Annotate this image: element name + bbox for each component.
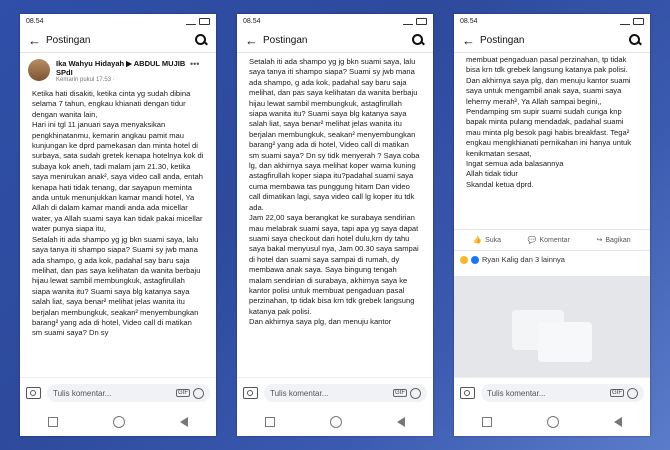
comment-icon: 💬 xyxy=(527,237,537,244)
signal-icon xyxy=(186,18,196,25)
back-arrow-icon[interactable]: ← xyxy=(245,32,258,48)
gif-icon[interactable]: GIF xyxy=(612,390,622,396)
post-author[interactable]: Ika Wahyu Hidayah ▶ ABDUL MUJIB SPdI xyxy=(56,59,186,77)
reactions-summary[interactable] xyxy=(454,251,650,268)
post-text: membuat pengaduan pasal perzinahan, tp tidak bisa krn tdk grebek langsung katanya pak polisi. Dan akhirnya saya plg, dan menuju kantor suami saya untuk mengambil anak saya, suami saya leherny merah², Ya Allah sampai begini,, Pendamping sm supir suami sudah curiga knp bapak minta pulang mendadak, padahal suami mau minta plg besok pagi habis breakfast. Tega² engkau mengkhianati pernikahan ini hanya untuk kenikmatan sesaat, Ingat semua ada balasannya Allah tidak tidur Skandal ketua dprd. xyxy=(466,55,632,189)
app-bar xyxy=(237,28,433,53)
gif-icon[interactable]: GIF xyxy=(178,390,188,396)
app-bar xyxy=(20,28,216,53)
status-bar xyxy=(454,14,650,28)
comment-placeholder: Tulis komentar... xyxy=(487,388,546,398)
share-icon: ↪ xyxy=(596,237,603,244)
comment-composer xyxy=(237,377,433,408)
page-title: Postingan xyxy=(263,34,308,46)
recent-apps-icon[interactable] xyxy=(48,417,58,427)
emoji-icon[interactable] xyxy=(627,388,638,399)
battery-icon xyxy=(416,18,427,25)
avatar[interactable] xyxy=(28,59,50,81)
more-options-icon[interactable]: ••• xyxy=(190,59,200,69)
emoji-icon[interactable] xyxy=(410,388,421,399)
post-text: Setalah iti ada shampo yg jg bkn suami saya, lalu saya tanya iti shampo siapa? Suami sy jwb mana ada shampo, g ada kok, padahal say baru saja melihat, dan pas saya kelihatan da wanita berbaju hijau lewat sambil membungkuk, astagfirullah siapa wanita itu? Suami saya blg katanya saya salah liat, saya benar² melihat jelas wanita itu berjalan membungkuk, seakan² menyembungkan barang² yang ada di hotel, Video call di matikan sm suami saya? Dn sy tidk menyerah ? Saya coba lg, dan akhirnya saya melihat koper warna kuning astagfirullah koper siapa itu?padahal suami saya cuma membawa tas punggung hitam Dan video call dimatikan lagi, saya video call lg koper itu tdk ada. Jam 22,00 saya berangkat ke surabaya sendirian mau melabrak suami saya, tapi apa yg saya dapat suami saya checkout dari hotel dulu,krn dy tahu saya bakal menyusul nya, Jam 00.30 saya sampai di hotel dan suami saya sampai di rumah, dy membawa anak saya. Saya bingung tengah malam sendirian di surabaya, akhirnya saya ke kantor polisi untuk membuat pengaduan pasal perzinahan, tp tidak bisa krn tdk grebek langsung katanya pak polisi. Dan akhirnya saya plg, dan menuju kantor xyxy=(249,57,420,327)
camera-icon[interactable] xyxy=(243,387,258,399)
system-nav-bar xyxy=(454,408,650,436)
post-header xyxy=(20,53,216,87)
phone-screen-1 xyxy=(20,14,216,436)
thumbs-up-icon: 👍 xyxy=(473,237,483,244)
reactions-text: Ryan Kalig dan 3 lainnya xyxy=(482,255,565,264)
comment-placeholder: Tulis komentar... xyxy=(53,388,112,398)
gif-icon[interactable]: GIF xyxy=(395,390,405,396)
empty-comments-icon xyxy=(512,304,592,364)
comment-input[interactable] xyxy=(481,384,644,402)
status-time: 08.54 xyxy=(26,17,44,25)
system-back-icon[interactable] xyxy=(180,417,188,427)
comment-input[interactable] xyxy=(47,384,210,402)
battery-icon xyxy=(199,18,210,25)
comment-button[interactable]: 💬 Komentar xyxy=(527,236,570,244)
recent-apps-icon[interactable] xyxy=(482,417,492,427)
search-icon[interactable] xyxy=(194,33,208,47)
comment-composer xyxy=(454,377,650,408)
back-arrow-icon[interactable]: ← xyxy=(28,32,41,48)
back-arrow-icon[interactable]: ← xyxy=(462,32,475,48)
signal-icon xyxy=(403,18,413,25)
battery-icon xyxy=(633,18,644,25)
camera-icon[interactable] xyxy=(26,387,41,399)
status-time: 08.54 xyxy=(460,17,478,25)
like-button[interactable]: 👍 Suka xyxy=(473,236,502,244)
comment-placeholder: Tulis komentar... xyxy=(270,388,329,398)
search-icon[interactable] xyxy=(411,33,425,47)
page-title: Postingan xyxy=(480,34,525,46)
share-button[interactable]: ↪ Bagikan xyxy=(596,236,631,244)
page-title: Postingan xyxy=(46,34,91,46)
comment-input[interactable] xyxy=(264,384,427,402)
comment-composer xyxy=(20,377,216,408)
system-back-icon[interactable] xyxy=(614,417,622,427)
post-actions xyxy=(454,229,650,251)
home-icon[interactable] xyxy=(547,416,559,428)
phone-screen-3 xyxy=(454,14,650,436)
post-time: Kemarin pukul 17.53 · xyxy=(56,77,115,83)
app-bar xyxy=(454,28,650,53)
like-reaction-icon xyxy=(471,256,479,264)
status-bar xyxy=(237,14,433,28)
phone-screen-2 xyxy=(237,14,433,436)
haha-reaction-icon xyxy=(460,256,468,264)
camera-icon[interactable] xyxy=(460,387,475,399)
home-icon[interactable] xyxy=(113,416,125,428)
system-nav-bar xyxy=(20,408,216,436)
system-nav-bar xyxy=(237,408,433,436)
recent-apps-icon[interactable] xyxy=(265,417,275,427)
comments-placeholder xyxy=(454,276,650,392)
home-icon[interactable] xyxy=(330,416,342,428)
status-time: 08.54 xyxy=(243,17,261,25)
status-bar xyxy=(20,14,216,28)
post-text: Ketika hati disakiti, ketika cinta yg sudah dibina selama 7 tahun, engkau khianati dengan tidur dengan wanita lain, Hari ini tgl 11 januari saya menyaksikan pengkhinatanmu, kemarin angkau pamit mau kunjungan ke dprd pamekasan dan minta hotel di surbaya, sata sudah gretek kenapa hotelnya kok di subaya kok aneh, tadi malam jam 21.30, ketika saya menirukan anak², saya video call anda, entah kenapa hati tidak tenang, dar sayapun meminta anda untuk menunjukkan kamar mandi hotel, Ya Allah di dalam kamar mandi anda ada micellar water, ya Allah suami saya kan tidak pakai micellar water punya siapa itu, Setalah iti ada shampo yg jg bkn suami saya, lalu saya tanya iti shampo siapa? Suami sy jwb mana ada shampo, g ada kok, padahal say baru saja melihat, dan pas saya kelihatan da wanita berbaju hijau lewat sambil membungkuk, astagfirullah siapa wanita itu? Suami saya blg katanya saya salah liat, saya benar² melihat jelas wanita itu berjalan membungkuk, seakan² menyembungkan barang² yang ada di hotel, Video call di matikan sm suami saya? Dn sy xyxy=(32,89,204,338)
system-back-icon[interactable] xyxy=(397,417,405,427)
search-icon[interactable] xyxy=(628,33,642,47)
emoji-icon[interactable] xyxy=(193,388,204,399)
signal-icon xyxy=(620,18,630,25)
